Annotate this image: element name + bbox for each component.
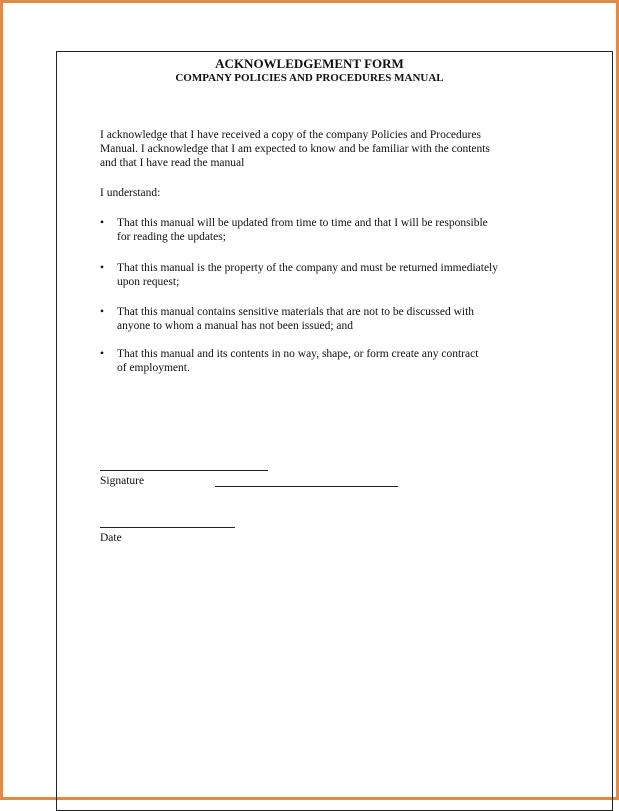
bullet-line-1: That this manual and its contents in no way, shape, or form create any contract (117, 348, 479, 360)
intro-line-1: I acknowledge that I have received a copy of the company Policies and Procedures (100, 129, 481, 141)
signature-secondary-line[interactable] (215, 486, 398, 487)
bullet-icon: • (100, 306, 105, 318)
bullet-icon: • (100, 217, 105, 229)
bullet-line-1: That this manual is the property of the company and must be returned immediately (117, 262, 498, 274)
bullet-line-2: upon request; (117, 276, 180, 288)
bullet-item (100, 347, 530, 375)
intro-line-2: Manual. I acknowledge that I am expected to know and be familiar with the contents (100, 143, 490, 155)
bullet-item (100, 216, 530, 244)
bullet-line-2: of employment. (117, 362, 190, 374)
form-subtitle: COMPANY POLICIES AND PROCEDURES MANUAL (175, 72, 444, 84)
bullet-item (100, 261, 530, 289)
signature-line[interactable] (100, 470, 268, 471)
signature-label: Signature (100, 475, 145, 487)
bullet-line-2: for reading the updates; (117, 231, 226, 243)
bullet-icon: • (100, 348, 105, 360)
bullet-item (100, 305, 530, 333)
bullet-line-2: anyone to whom a manual has not been issued; and (117, 320, 354, 332)
bullet-icon: • (100, 262, 105, 274)
form-title: ACKNOWLEDGEMENT FORM (215, 56, 404, 71)
date-label: Date (100, 532, 122, 544)
date-line[interactable] (100, 527, 235, 528)
bullet-line-1: That this manual will be updated from time to time and that I will be responsible (117, 217, 488, 229)
intro-line-3: and that I have read the manual (100, 157, 245, 169)
intro-paragraph (100, 128, 530, 170)
bullet-line-1: That this manual contains sensitive materials that are not to be discussed with (117, 306, 475, 318)
understand-heading: I understand: (100, 187, 161, 199)
